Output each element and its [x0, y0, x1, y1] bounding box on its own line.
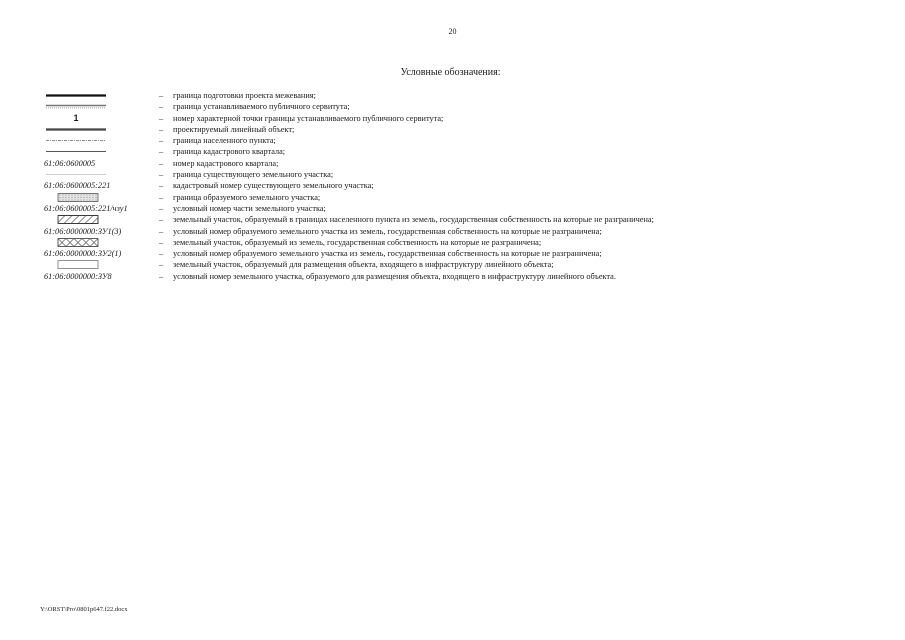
- legend-symbol: [36, 135, 156, 146]
- legend-symbol-label: 61:06:0000000:ЗУ8: [44, 271, 112, 281]
- legend-dash: –: [159, 226, 164, 236]
- legend-dash: –: [159, 215, 164, 225]
- legend-dash: –: [159, 136, 164, 146]
- legend-symbol-graphic: [36, 169, 126, 180]
- legend-row: [36, 135, 896, 146]
- legend-description: граница образуемого земельного участка;: [173, 192, 321, 202]
- legend-symbol-label: 61:06:0600005:221/чзу1: [44, 203, 128, 213]
- legend-dash: –: [159, 124, 164, 134]
- legend-symbol: [36, 169, 156, 180]
- legend-row: [36, 271, 896, 282]
- legend-row: [36, 158, 896, 169]
- legend-symbol: [36, 203, 156, 214]
- legend-symbol: [36, 214, 156, 225]
- legend-symbol-label: 61:06:0600005:221: [44, 181, 111, 191]
- legend-description: граница населенного пункта;: [173, 136, 276, 146]
- legend-description: условный номер части земельного участка;: [173, 203, 326, 213]
- legend-dash: –: [159, 260, 164, 270]
- legend-symbol: [36, 237, 156, 248]
- legend-dash: –: [159, 237, 164, 247]
- legend-dash: –: [159, 203, 164, 213]
- legend-symbol-label: 61:06:0000000:ЗУ2(1): [44, 249, 122, 259]
- legend-dash: –: [159, 147, 164, 157]
- legend-description: граница кадастрового квартала;: [173, 147, 286, 157]
- legend-row: [36, 101, 896, 112]
- legend-symbol-graphic: [36, 124, 126, 135]
- legend-row: [36, 259, 896, 270]
- legend-symbol-graphic: [36, 146, 126, 157]
- legend-description: земельный участок, образуемый для размещения объекта, входящего в инфраструктуру линейного объекта;: [173, 260, 554, 270]
- legend-description: условный номер образуемого земельного участка из земель, государственная собственность на которые не разграничена;: [173, 249, 602, 259]
- legend-dash: –: [159, 249, 164, 259]
- legend-symbol-label: 1: [73, 112, 79, 123]
- legend-symbol-graphic: [36, 192, 126, 203]
- legend-description: земельный участок, образуемый в границах населенного пункта из земель, государственная собственность на которые не разграничена;: [173, 215, 654, 225]
- legend-title-text: Условные обозначения:: [400, 67, 501, 78]
- legend-list: [36, 90, 896, 282]
- legend-description: номер кадастрового квартала;: [173, 158, 279, 168]
- legend-row: [36, 192, 896, 203]
- legend-symbol-label: 61:06:0600005: [44, 158, 96, 168]
- legend-symbol-graphic: [36, 214, 126, 225]
- legend-symbol-graphic: [36, 237, 126, 248]
- legend-description: граница устанавливаемого публичного сервитута;: [173, 102, 350, 112]
- legend-symbol: [36, 146, 156, 157]
- legend-symbol: [36, 226, 156, 237]
- legend-row: [36, 169, 896, 180]
- legend-description: граница подготовки проекта межевания;: [173, 91, 316, 100]
- legend-symbol-graphic: [36, 90, 126, 101]
- legend-description: кадастровый номер существующего земельного участка;: [173, 181, 374, 191]
- legend-symbol: [36, 248, 156, 259]
- legend-symbol-label: 61:06:0000000:ЗУ1(3): [44, 226, 122, 236]
- legend-description: земельный участок, образуемый из земель, государственная собственность на которые не разграничена;: [173, 237, 542, 247]
- legend-symbol-graphic: [36, 101, 126, 112]
- legend-description: проектируемый линейный объект;: [173, 124, 295, 134]
- legend-description: граница существующего земельного участка;: [173, 170, 334, 180]
- legend-row: [36, 124, 896, 135]
- legend-dash: –: [159, 102, 164, 112]
- legend-symbol: [36, 113, 156, 124]
- legend-dash: –: [159, 158, 164, 168]
- legend-row: [36, 113, 896, 124]
- legend-title: [0, 67, 905, 78]
- legend-symbol-graphic: [36, 259, 126, 270]
- legend-dash: –: [159, 113, 164, 123]
- legend-row: [36, 180, 896, 191]
- legend-row: [36, 226, 896, 237]
- legend-symbol: [36, 180, 156, 191]
- legend-row: [36, 214, 896, 225]
- page-number: 20: [448, 27, 457, 36]
- file-path-footer: Y:\ORST\Pro\0801p647.f22.docx: [40, 606, 128, 613]
- legend-dash: –: [159, 91, 164, 100]
- legend-symbol-graphic: [36, 135, 126, 146]
- legend-description: условный номер образуемого земельного участка из земель, государственная собственность на которые не разграничена;: [173, 226, 602, 236]
- legend-row: [36, 203, 896, 214]
- legend-description: условный номер земельного участка, образуемого для размещения объекта, входящего в инфраструктуру линейного объекта.: [173, 271, 616, 281]
- legend-row: [36, 237, 896, 248]
- legend-symbol: [36, 259, 156, 270]
- legend-dash: –: [159, 170, 164, 180]
- legend-dash: –: [159, 192, 164, 202]
- legend-row: [36, 146, 896, 157]
- legend-dash: –: [159, 271, 164, 281]
- legend-row: [36, 248, 896, 259]
- legend-symbol: [36, 101, 156, 112]
- legend-symbol: [36, 124, 156, 135]
- legend-symbol: [36, 192, 156, 203]
- legend-dash: –: [159, 181, 164, 191]
- legend-symbol: [36, 158, 156, 169]
- legend-symbol: [36, 271, 156, 282]
- legend-description: номер характерной точки границы устанавливаемого публичного сервитута;: [173, 113, 444, 123]
- legend-symbol: [36, 90, 156, 101]
- legend-row: [36, 90, 896, 101]
